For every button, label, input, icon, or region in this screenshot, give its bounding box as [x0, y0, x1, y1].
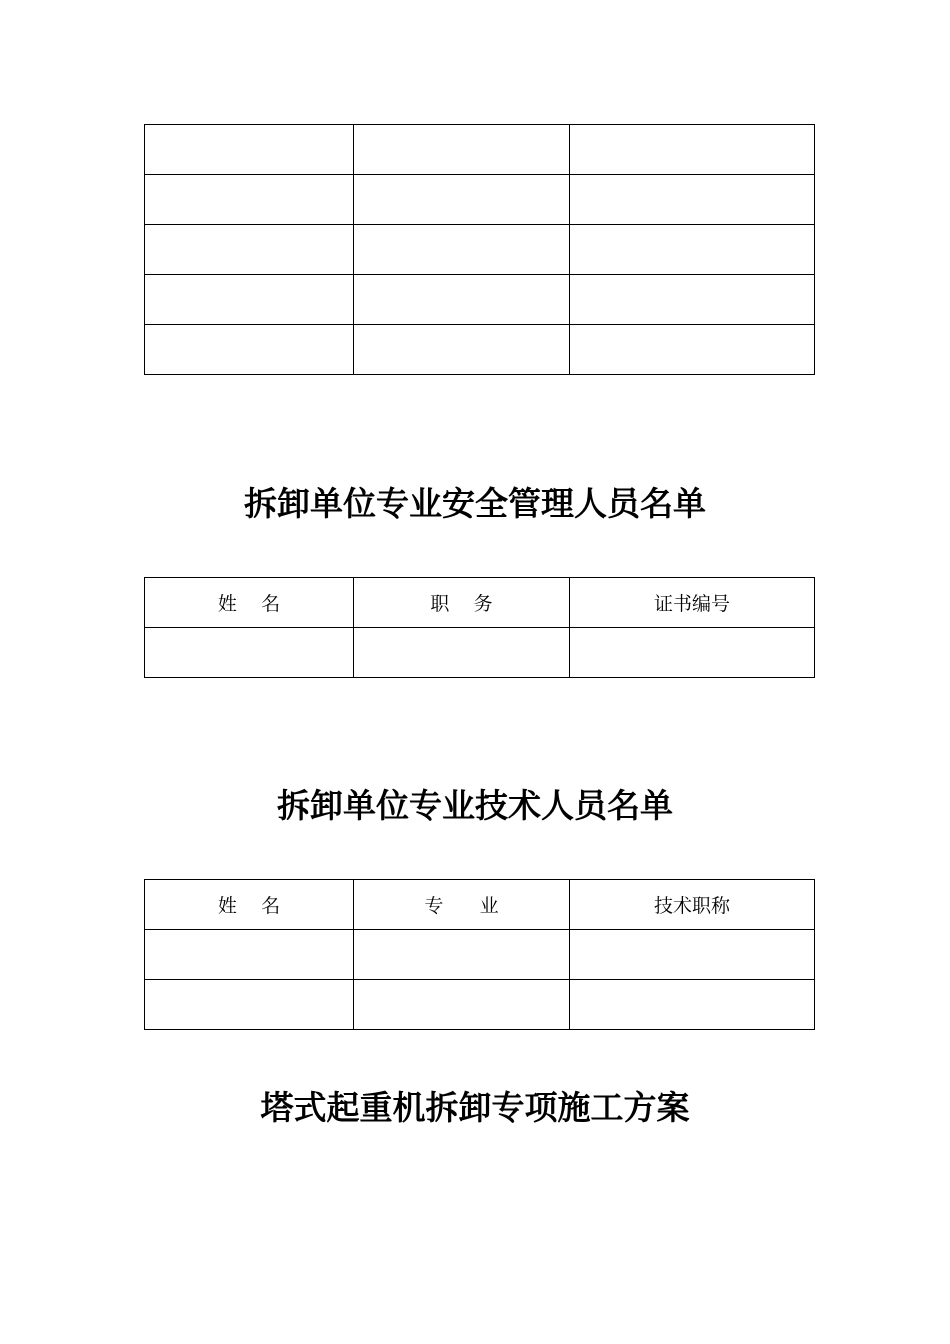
table-header-row	[145, 880, 815, 930]
table-cell	[354, 225, 570, 275]
table-row	[145, 175, 815, 225]
table-row	[145, 628, 815, 678]
column-header-name: 姓 名	[145, 880, 354, 930]
table-cell	[145, 175, 354, 225]
table-row	[145, 325, 815, 375]
table-cell	[354, 628, 570, 678]
table-cell	[354, 980, 570, 1030]
table-cell	[570, 930, 815, 980]
table-cell	[145, 628, 354, 678]
column-header-specialty: 专 业	[354, 880, 570, 930]
table-row	[145, 980, 815, 1030]
table-cell	[570, 275, 815, 325]
column-header-certificate: 证书编号	[570, 578, 815, 628]
technical-staff-table	[144, 879, 815, 1030]
table-cell	[145, 275, 354, 325]
table-cell	[354, 125, 570, 175]
table-cell	[354, 175, 570, 225]
safety-staff-heading: 拆卸单位专业安全管理人员名单	[244, 484, 706, 523]
table-cell	[570, 175, 815, 225]
table-cell	[145, 125, 354, 175]
table-row	[145, 225, 815, 275]
continuation-table	[144, 124, 815, 375]
table-cell	[354, 325, 570, 375]
technical-staff-heading: 拆卸单位专业技术人员名单	[277, 786, 673, 825]
table-cell	[354, 930, 570, 980]
table-cell	[354, 275, 570, 325]
table-cell	[570, 125, 815, 175]
table-cell	[570, 980, 815, 1030]
column-header-position: 职 务	[354, 578, 570, 628]
table-cell	[145, 325, 354, 375]
table-header-row	[145, 578, 815, 628]
table-cell	[570, 628, 815, 678]
table-cell	[570, 225, 815, 275]
table-cell	[145, 980, 354, 1030]
table-cell	[145, 225, 354, 275]
table-row	[145, 930, 815, 980]
table-row	[145, 125, 815, 175]
table-row	[145, 275, 815, 325]
column-header-name: 姓 名	[145, 578, 354, 628]
table-cell	[145, 930, 354, 980]
table-cell	[570, 325, 815, 375]
plan-title-heading: 塔式起重机拆卸专项施工方案	[260, 1088, 690, 1127]
column-header-title: 技术职称	[570, 880, 815, 930]
safety-staff-table	[144, 577, 815, 678]
